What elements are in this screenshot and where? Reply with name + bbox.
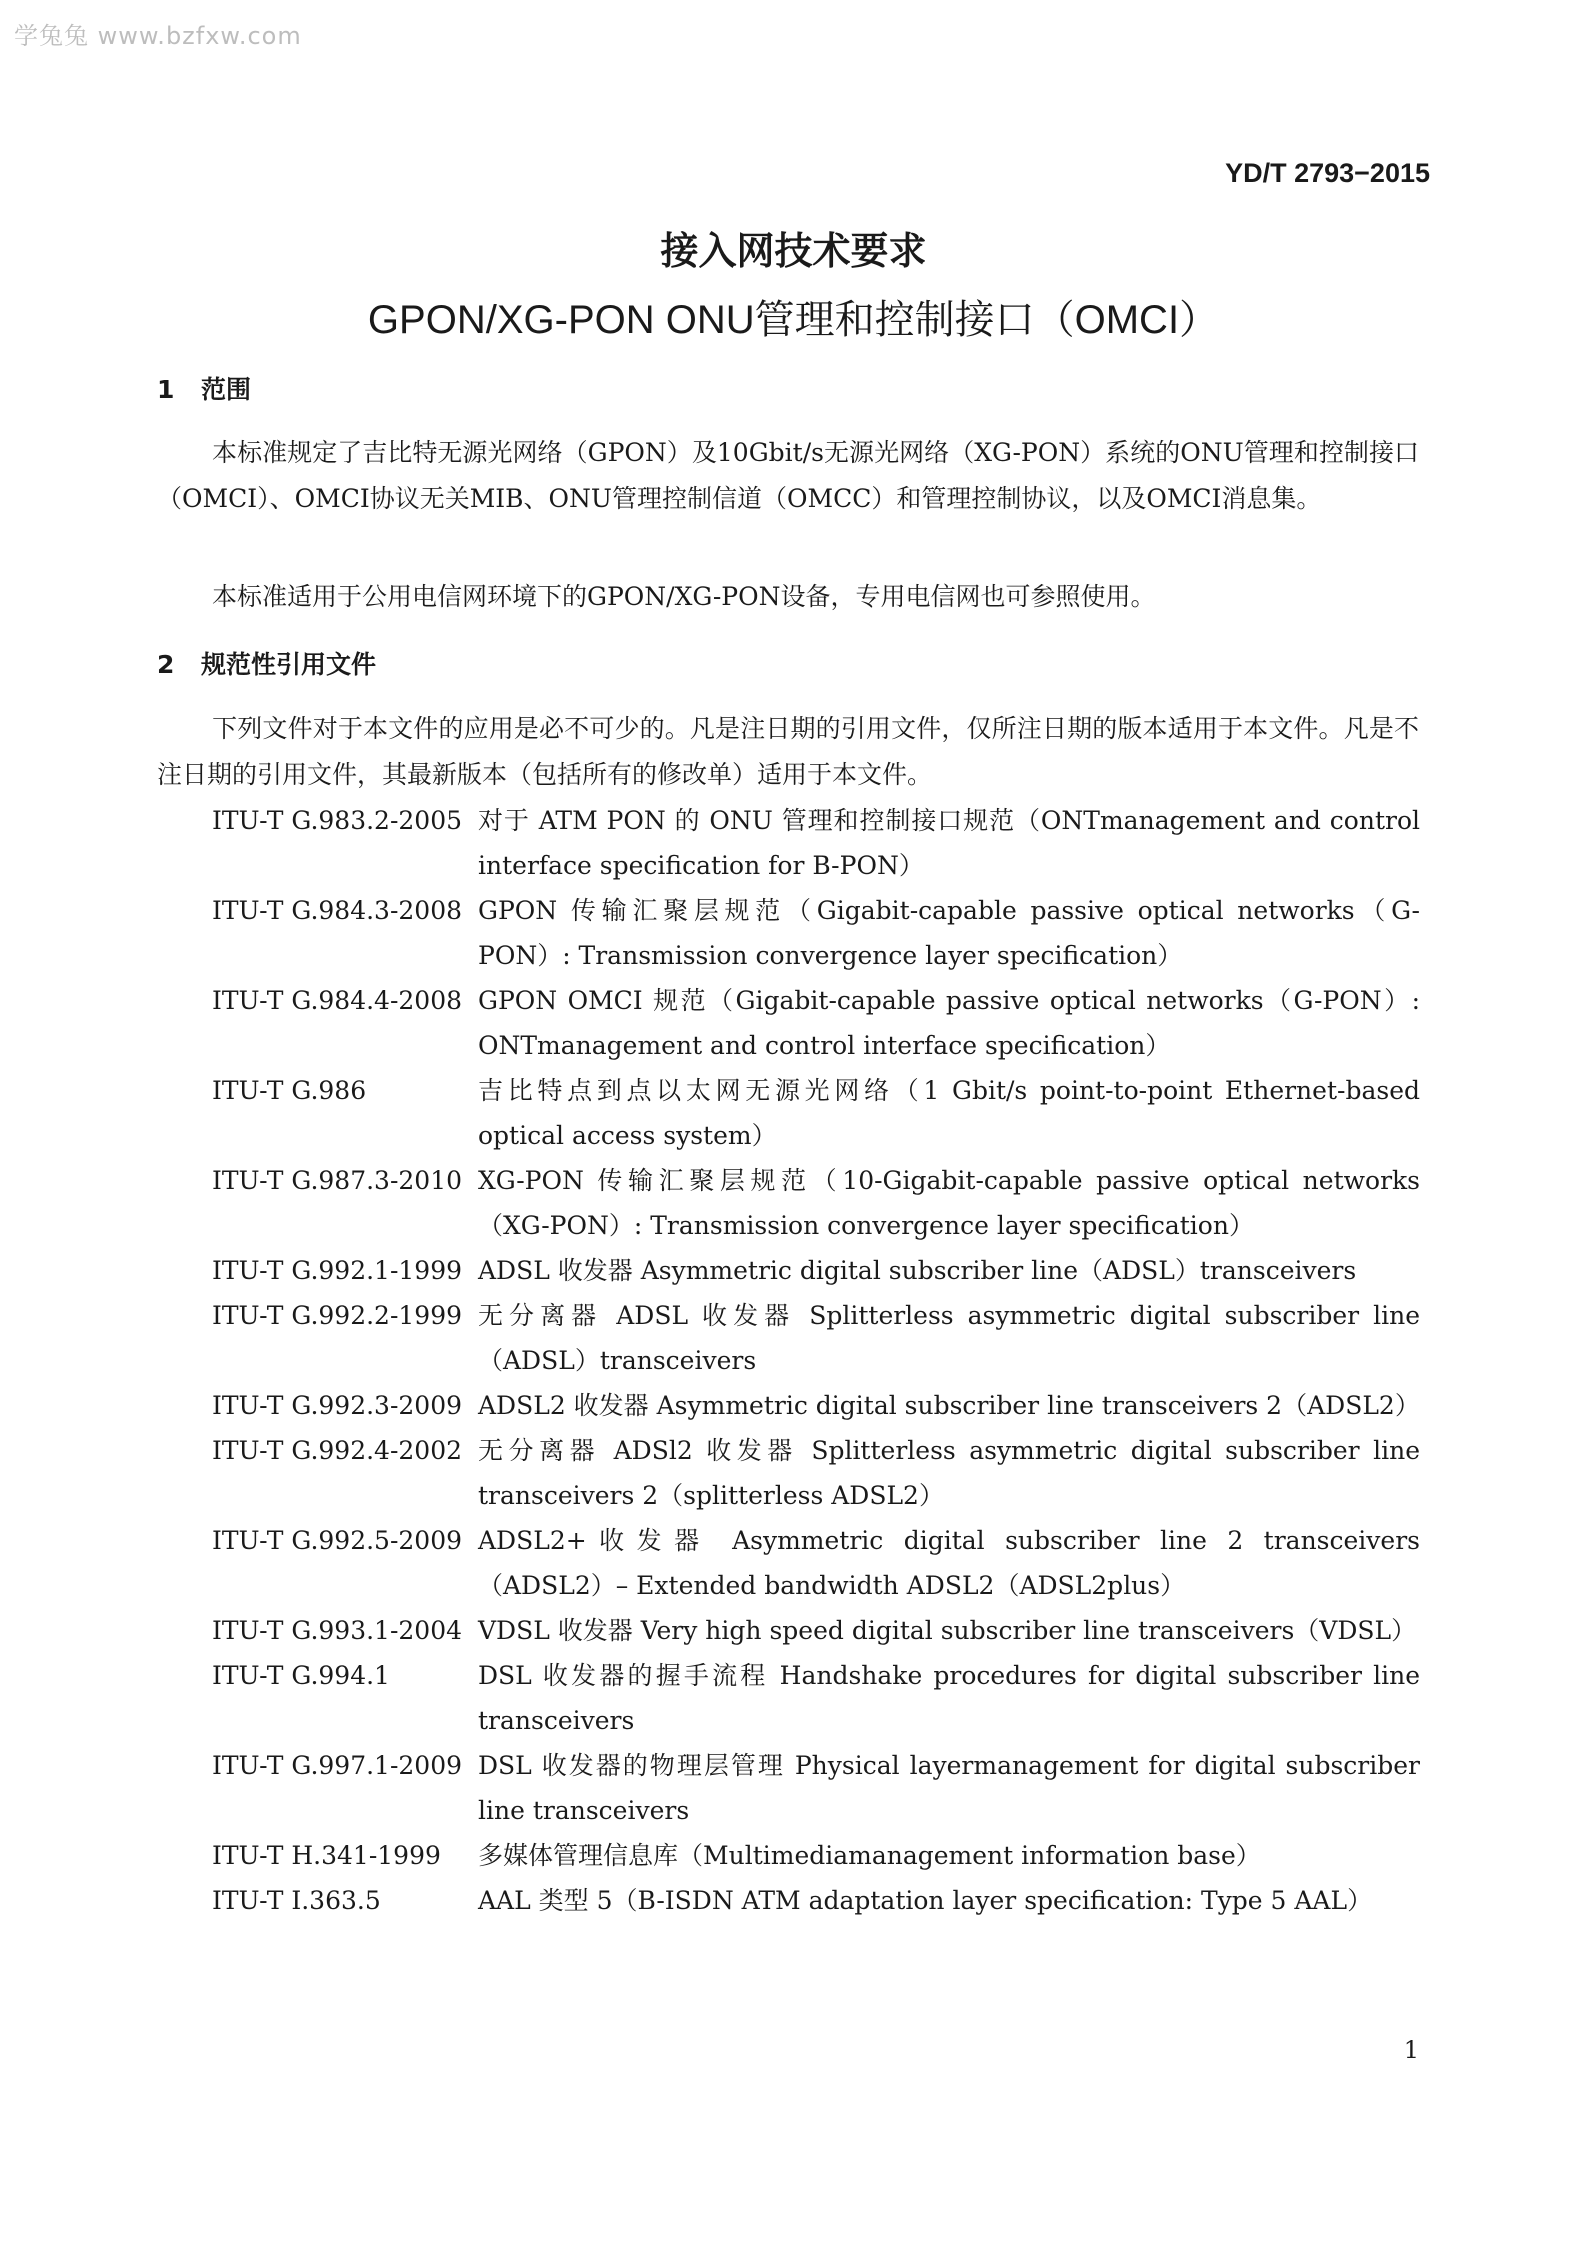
reference-description: 吉比特点到点以太网无源光网络（1 Gbit/s point-to-point Ethernet-based optical access system） <box>478 1076 1420 1150</box>
reference-code: ITU-T H.341-1999 <box>212 1841 441 1870</box>
reference-code: ITU-T G.984.4-2008 <box>212 986 463 1015</box>
reference-item <box>212 978 1420 1068</box>
reference-code: ITU-T G.983.2-2005 <box>212 806 463 835</box>
reference-code: ITU-T G.992.5-2009 <box>212 1526 463 1555</box>
reference-description: DSL 收发器的握手流程 Handshake procedures for digital subscriber line transceivers <box>478 1661 1420 1735</box>
reference-item <box>212 1428 1420 1518</box>
document-title: 接入网技术要求 <box>660 229 927 273</box>
reference-description: GPON 传输汇聚层规范（Gigabit-capable passive optical networks（G-PON）: Transmission convergence layer specification） <box>478 896 1420 970</box>
reference-code: ITU-T G.987.3-2010 <box>212 1166 463 1195</box>
section-1-heading <box>157 370 251 406</box>
reference-description: ADSL2+收发器 Asymmetric digital subscriber line 2 transceivers（ADSL2）– Extended bandwidth ADSL2（ADSL2plus） <box>478 1526 1420 1600</box>
scope-paragraph-1 <box>157 430 1419 522</box>
reference-item <box>212 1158 1420 1248</box>
references-intro-text: 下列文件对于本文件的应用是必不可少的。凡是注日期的引用文件，仅所注日期的版本适用于本文件。凡是不注日期的引用文件，其最新版本（包括所有的修改单）适用于本文件。 <box>157 714 1419 789</box>
reference-item <box>212 1518 1420 1608</box>
reference-description: 无分离器 ADSl2 收发器 Splitterless asymmetric digital subscriber line transceivers 2（splitterless ADSL2） <box>478 1436 1420 1510</box>
reference-code: ITU-T I.363.5 <box>212 1886 381 1915</box>
scope-paragraph-1-text: 本标准规定了吉比特无源光网络（GPON）及10Gbit/s无源光网络（XG-PON）系统的ONU管理和控制接口（OMCI）、OMCI协议无关MIB、ONU管理控制信道（OMCC）和管理控制协议，以及OMCI消息集。 <box>157 438 1419 513</box>
reference-item <box>212 1383 1420 1428</box>
reference-description: GPON OMCI 规范（Gigabit-capable passive optical networks（G-PON）: ONTmanagement and control interface specification） <box>478 986 1420 1060</box>
reference-description: XG-PON 传输汇聚层规范（10-Gigabit-capable passive optical networks（XG-PON）: Transmission convergence layer specification） <box>478 1166 1420 1240</box>
scope-paragraph-2-text: 本标准适用于公用电信网环境下的GPON/XG-PON设备，专用电信网也可参照使用。 <box>212 582 1156 611</box>
reference-item <box>212 888 1420 978</box>
reference-item <box>212 1653 1420 1743</box>
reference-description: 多媒体管理信息库（Multimediamanagement information base） <box>478 1841 1261 1870</box>
references-intro <box>157 706 1419 798</box>
reference-item <box>212 1833 1420 1878</box>
section-2-number: 2 <box>157 650 175 679</box>
reference-item <box>212 1878 1420 1923</box>
section-1-number: 1 <box>157 375 175 404</box>
standard-number: YD/T 2793−2015 <box>1225 158 1430 188</box>
section-1-title: 范围 <box>201 375 252 404</box>
reference-description: ADSL2 收发器 Asymmetric digital subscriber line transceivers 2（ADSL2） <box>478 1391 1420 1420</box>
reference-description: 无分离器 ADSL 收发器 Splitterless asymmetric digital subscriber line（ADSL）transceivers <box>478 1301 1420 1375</box>
scope-paragraph-2 <box>157 574 1419 620</box>
reference-code: ITU-T G.993.1-2004 <box>212 1616 463 1645</box>
reference-code: ITU-T G.992.3-2009 <box>212 1391 463 1420</box>
reference-description: ADSL 收发器 Asymmetric digital subscriber line（ADSL）transceivers <box>478 1256 1357 1285</box>
reference-code: ITU-T G.992.1-1999 <box>212 1256 463 1285</box>
reference-code: ITU-T G.997.1-2009 <box>212 1751 463 1780</box>
reference-item <box>212 1068 1420 1158</box>
reference-item <box>212 1743 1420 1833</box>
reference-code: ITU-T G.992.4-2002 <box>212 1436 463 1465</box>
reference-code: ITU-T G.984.3-2008 <box>212 896 463 925</box>
reference-item <box>212 1608 1420 1653</box>
reference-code: ITU-T G.992.2-1999 <box>212 1301 463 1330</box>
reference-list <box>212 798 1420 1923</box>
section-2-title: 规范性引用文件 <box>201 650 377 679</box>
reference-item <box>212 798 1420 888</box>
reference-description: 对于 ATM PON 的 ONU 管理和控制接口规范（ONTmanagement and control interface specification for B-PON） <box>478 806 1420 880</box>
watermark: 学兔兔 www.bzfxw.com <box>14 22 302 50</box>
reference-code: ITU-T G.994.1 <box>212 1661 390 1690</box>
page-number: 1 <box>1403 2036 1419 2064</box>
reference-code: ITU-T G.986 <box>212 1076 367 1105</box>
reference-description: DSL 收发器的物理层管理 Physical layermanagement for digital subscriber line transceivers <box>478 1751 1420 1825</box>
document-subtitle: GPON/XG-PON ONU管理和控制接口（OMCI） <box>367 298 1220 342</box>
section-2-heading <box>157 645 376 681</box>
reference-item <box>212 1248 1420 1293</box>
reference-item <box>212 1293 1420 1383</box>
reference-description: AAL 类型 5（B-ISDN ATM adaptation layer specification: Type 5 AAL） <box>478 1886 1373 1915</box>
reference-description: VDSL 收发器 Very high speed digital subscriber line transceivers（VDSL） <box>478 1616 1417 1645</box>
